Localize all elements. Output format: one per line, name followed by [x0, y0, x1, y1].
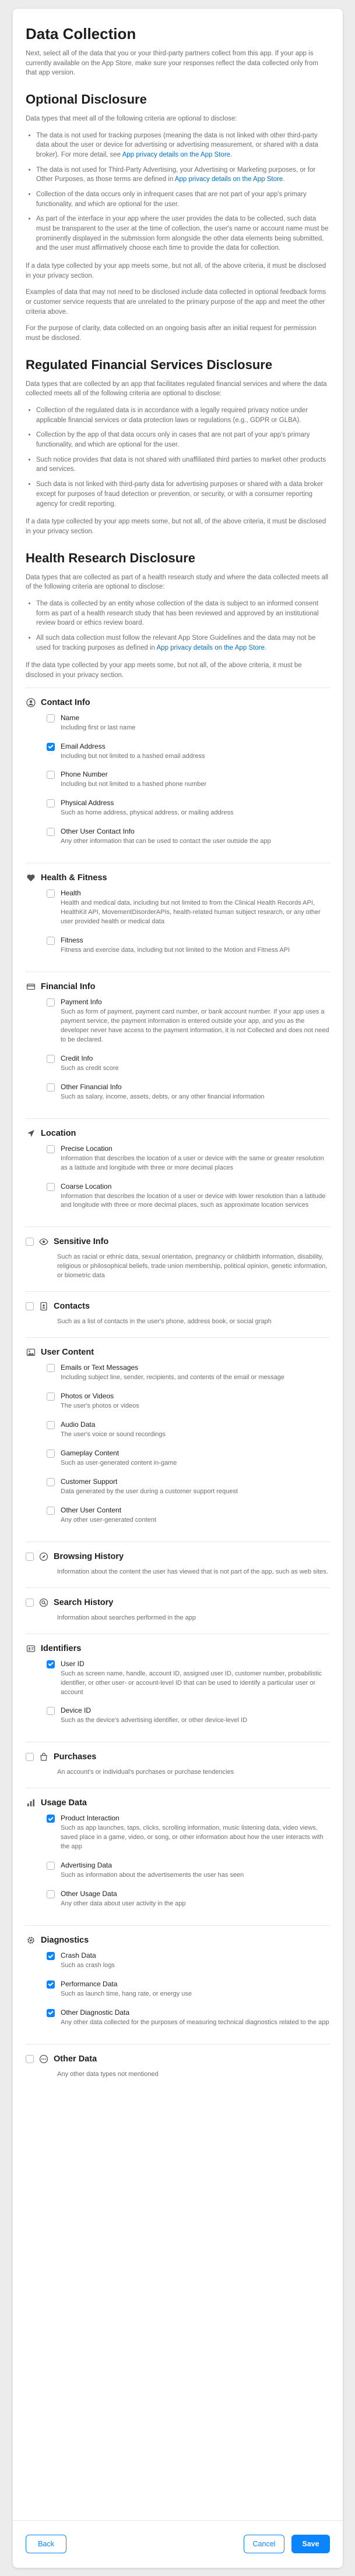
data-type-photos-videos[interactable]: Photos or Videos The user's photos or videos [47, 1392, 330, 1411]
app-privacy-link[interactable]: App privacy details on the App Store [156, 644, 265, 651]
data-type-physical-address[interactable]: Physical Address Such as home address, physical address, or mailing address [47, 799, 330, 818]
contacts-checkbox[interactable] [26, 1302, 34, 1310]
precise-location-checkbox[interactable] [47, 1145, 55, 1153]
regulated-bullets [26, 406, 330, 509]
category-health-fitness [26, 863, 330, 972]
gear-icon [26, 1935, 36, 1946]
category-title: Sensitive Info [54, 1237, 109, 1247]
health-research-lead: Data types that are collected as part of a health research study and where the data collected meets all of the following criteria are optional to disclose: [26, 573, 329, 591]
sensitive-info-checkbox[interactable] [26, 1238, 34, 1246]
data-type-fitness[interactable]: Fitness Fitness and exercise data, including but not limited to the Motion and Fitness API [47, 936, 330, 955]
health-checkbox[interactable] [47, 890, 55, 898]
category-title: Usage Data [41, 1798, 87, 1808]
customer-support-checkbox[interactable] [47, 1478, 55, 1486]
other-data-checkbox[interactable] [26, 2055, 34, 2063]
category-usage-data [26, 1788, 330, 1925]
email-address-checkbox[interactable] [47, 743, 55, 751]
shopping-bag-icon [38, 1752, 49, 1762]
credit-info-checkbox[interactable] [47, 1055, 55, 1063]
optional-bullet: • The data is not used for Third-Party Advertising, your Advertising or Marketing purposes, or for Other Purposes, as those terms are defined in App privacy details on the App Store. [36, 165, 330, 185]
category-browsing-history[interactable] [26, 1542, 330, 1588]
gameplay-content-checkbox[interactable] [47, 1450, 55, 1458]
data-type-other-user-content[interactable]: Other User Content Any other user-generated content [47, 1506, 330, 1525]
category-description: Such as racial or ethnic data, sexual orientation, pregnancy or childbirth information, disability, religious or philosophical beliefs, trade union membership, political opinion, genetic information, or biometric data [57, 1253, 328, 1280]
optional-clarity: For the purpose of clarity, data collected on an ongoing basis after an initial request for permission must be disclosed. [26, 325, 317, 342]
advertising-data-checkbox[interactable] [47, 1862, 55, 1870]
search-icon [38, 1597, 49, 1608]
regulated-heading: Regulated Financial Services Disclosure [26, 357, 273, 372]
category-identifiers [26, 1634, 330, 1742]
category-title: Search History [54, 1597, 114, 1607]
optional-bullet: • The data is not used for tracking purposes (meaning the data is not linked with other third-party data about the user or device for advertising or advertising measurement, or shared with a data broker). For more detail, see App privacy details on the App Store. [36, 131, 330, 160]
regulated-lead: Data types that are collected by an app that facilitates regulated financial services and where the data collected meets all of the following criteria are optional to disclose: [26, 380, 327, 398]
data-type-other-usage[interactable]: Other Usage Data Any other data about user activity in the app [47, 1890, 330, 1909]
data-type-precise-location[interactable]: Precise Location Information that describes the location of a user or device with the same or greater resolution as a latitude and longitude with three or more decimal places [47, 1145, 330, 1173]
data-type-other-diagnostic[interactable]: Other Diagnostic Data Any other data collected for the purposes of measuring technical diagnostics related to the app [47, 2008, 330, 2028]
category-location [26, 1118, 330, 1227]
data-type-audio[interactable]: Audio Data The user's voice or sound recordings [47, 1420, 330, 1440]
photo-icon [26, 1347, 36, 1358]
category-contacts[interactable] [26, 1291, 330, 1337]
photos-videos-checkbox[interactable] [47, 1392, 55, 1401]
fitness-checkbox[interactable] [47, 937, 55, 945]
data-type-performance-data[interactable]: Performance Data Such as launch time, hang rate, or energy use [47, 1980, 330, 1999]
data-type-crash-data[interactable]: Crash Data Such as crash logs [47, 1951, 330, 1971]
health-research-bullets [26, 599, 330, 653]
health-research-bullet: • All such data collection must follow the relevant App Store Guidelines and the data may not be used for tracking purposes as defined in App privacy details on the App Store. [36, 633, 330, 653]
data-type-payment-info[interactable]: Payment Info Such as form of payment, payment card number, or bank account number. If your app uses a payment service, the payment information is entered outside your app, and you as the developer never have access to the payment information, it is not Collected and does not need to be declared. [47, 998, 330, 1045]
category-description: Information about searches performed in the app [57, 1614, 196, 1621]
optional-bullets [26, 131, 330, 253]
category-other-data[interactable] [26, 2044, 330, 2090]
optional-lead: Data types that meet all of the following criteria are optional to disclose: [26, 115, 237, 123]
dialog-footer [13, 2520, 343, 2568]
app-privacy-link[interactable]: App privacy details on the App Store [174, 176, 283, 183]
optional-disclosure-heading: Optional Disclosure [26, 92, 147, 107]
product-interaction-checkbox[interactable] [47, 1815, 55, 1823]
optional-examples: Examples of data that may not need to be disclosed include data collected in optional feedback forms or customer service requests that are unrelated to the primary purpose of the app and meet the other criteria above. [26, 289, 326, 316]
audio-data-checkbox[interactable] [47, 1421, 55, 1429]
name-checkbox[interactable] [47, 714, 55, 722]
phone-number-checkbox[interactable] [47, 771, 55, 779]
user-id-checkbox[interactable] [47, 1660, 55, 1668]
regulated-note: If a data type collected by your app meets some, but not all, of the above criteria, it must be disclosed in your privacy section. [26, 518, 326, 535]
category-title: Financial Info [41, 982, 96, 991]
category-description: Information about the content the user has viewed that is not part of the app, such as web sites. [57, 1568, 328, 1575]
category-title: Other Data [54, 2054, 97, 2064]
location-arrow-icon [26, 1128, 36, 1139]
performance-data-checkbox[interactable] [47, 1980, 55, 1989]
category-title: Browsing History [54, 1551, 124, 1561]
category-title: User Content [41, 1348, 94, 1358]
category-title: Identifiers [41, 1643, 82, 1653]
category-purchases[interactable] [26, 1742, 330, 1788]
emails-texts-checkbox[interactable] [47, 1364, 55, 1372]
category-title: Purchases [54, 1752, 97, 1762]
other-user-content-checkbox[interactable] [47, 1507, 55, 1515]
address-book-icon [38, 1301, 49, 1312]
data-type-user-id[interactable]: User ID Such as screen name, handle, account ID, assigned user ID, customer number, probabilistic identifier, or other user- or account-level ID that can be used to identify a particular user or account [47, 1660, 330, 1698]
data-type-gameplay[interactable]: Gameplay Content Such as user-generated content in-game [47, 1449, 330, 1468]
cancel-button[interactable]: Cancel [244, 2535, 284, 2553]
regulated-bullet: • Collection by the app of that data occurs only in cases that are not part of your app's primary functionality, and which are optional for the user. [36, 430, 330, 449]
compass-icon [38, 1551, 49, 1562]
id-card-icon [26, 1643, 36, 1654]
data-type-device-id[interactable]: Device ID Such as the device's advertising identifier, or other device-level ID [47, 1706, 330, 1725]
regulated-bullet: • Such data is not linked with third-party data for advertising purposes or shared with a data broker except for purposes of fraud detection or prevention, or security, or with a consumer reporting agency for credit reporting. [36, 480, 330, 509]
category-description: Such as a list of contacts in the user's phone, address book, or social graph [57, 1318, 272, 1326]
heart-icon [26, 873, 36, 883]
other-usage-checkbox[interactable] [47, 1890, 55, 1898]
category-user-content [26, 1337, 330, 1542]
data-type-phone[interactable]: Phone Number Including but not limited to a hashed phone number [47, 770, 330, 789]
browsing-history-checkbox[interactable] [26, 1553, 34, 1561]
other-financial-checkbox[interactable] [47, 1083, 55, 1092]
bar-chart-icon [26, 1798, 36, 1808]
physical-address-checkbox[interactable] [47, 799, 55, 807]
regulated-bullet: • Such notice provides that data is not shared with unaffiliated third parties to market other products and services. [36, 455, 330, 474]
data-type-product-interaction[interactable]: Product Interaction Such as app launches, taps, clicks, scrolling information, music listening data, video views, saved place in a game, video, or song, or other information about how the user interacts with the app [47, 1814, 330, 1852]
category-description: An account's or individual's purchases or purchase tendencies [57, 1769, 234, 1776]
other-contact-checkbox[interactable] [47, 828, 55, 836]
crash-data-checkbox[interactable] [47, 1952, 55, 1960]
health-research-heading: Health Research Disclosure [26, 550, 196, 565]
category-title: Health & Fitness [41, 873, 107, 883]
intro-text: Next, select all of the data that you or your third-party partners collect from this app. If your app is currently available on the App Store, make sure your responses reflect the data collected only from that app version. [26, 50, 318, 77]
back-button[interactable]: Back [26, 2535, 66, 2553]
category-search-history[interactable] [26, 1588, 330, 1634]
ellipsis-icon [38, 2054, 49, 2064]
category-diagnostics [26, 1925, 330, 2044]
page-title: Data Collection [26, 25, 136, 42]
save-button[interactable]: Save [291, 2535, 330, 2553]
data-type-other-financial[interactable]: Other Financial Info Such as salary, income, assets, debts, or any other financial information [47, 1083, 330, 1102]
health-research-bullet: • The data is collected by an entity whose collection of the data is subject to an informed consent form as part of a health research study that has been reviewed and approved by an institutional review board or ethics review board. [36, 599, 330, 628]
category-title: Contacts [54, 1302, 90, 1312]
health-research-note: If the data type collected by your app meets some, but not all, of the above criteria, it must be disclosed in your privacy section. [26, 662, 302, 679]
search-history-checkbox[interactable] [26, 1599, 34, 1607]
optional-bullet: • As part of the interface in your app where the user provides the data to be collected, such data must be transparent to the user at the time of collection, the user's name or account name must be prominently displayed in the submission form alongside the other data elements being submitted, and the user must affirmatively choose each time to provide the data for collection. [36, 214, 330, 253]
category-sensitive-info[interactable] [26, 1227, 330, 1291]
optional-bullet: • Collection of the data occurs only in infrequent cases that are not part of your app's primary functionality, and which are optional for the user. [36, 190, 330, 209]
category-description: Any other data types not mentioned [57, 2070, 159, 2078]
category-title: Location [41, 1128, 76, 1138]
purchases-checkbox[interactable] [26, 1753, 34, 1761]
data-type-coarse-location[interactable]: Coarse Location Information that describes the location of a user or device with lower resolution than a latitude and longitude with three or more decimal places, such as approximate location services [47, 1182, 330, 1211]
category-title: Contact Info [41, 697, 90, 707]
payment-info-checkbox[interactable] [47, 998, 55, 1007]
other-diagnostic-checkbox[interactable] [47, 2009, 55, 2017]
optional-note: If a data type collected by your app meets some, but not all, of the above criteria, it must be disclosed in your privacy section. [26, 263, 326, 279]
data-type-credit-info[interactable]: Credit Info Such as credit score [47, 1054, 330, 1073]
dialog-content [13, 9, 343, 2090]
data-collection-dialog [13, 9, 343, 2568]
app-privacy-link[interactable]: App privacy details on the App Store [122, 151, 231, 159]
data-type-advertising-data[interactable]: Advertising Data Such as information about the advertisements the user has seen [47, 1861, 330, 1880]
regulated-bullet: • Collection of the regulated data is in accordance with a legally required privacy notice under applicable financial services or data protection laws or regulations (e.g., GDPR or GLBA). [36, 406, 330, 425]
data-type-health[interactable]: Health Health and medical data, including but not limited to from the Clinical Health Records API, HealthKit API, MovementDisorderAPIs, health-related human subject research, or any other user provided health or medical data [47, 889, 330, 927]
data-type-emails-texts[interactable]: Emails or Text Messages Including subject line, sender, recipients, and contents of the email or message [47, 1363, 330, 1383]
data-type-customer-support[interactable]: Customer Support Data generated by the user during a customer support request [47, 1477, 330, 1497]
eye-icon [38, 1236, 49, 1247]
device-id-checkbox[interactable] [47, 1707, 55, 1715]
credit-card-icon [26, 981, 36, 992]
data-type-other-contact[interactable]: Other User Contact Info Any other information that can be used to contact the user outside the app [47, 827, 330, 846]
person-icon [26, 697, 36, 708]
category-contact-info [26, 688, 330, 863]
category-title: Diagnostics [41, 1936, 89, 1945]
data-type-email[interactable]: Email Address Including but not limited to a hashed email address [47, 742, 330, 761]
data-type-name[interactable]: Name Including first or last name [47, 714, 330, 733]
category-financial-info [26, 972, 330, 1118]
coarse-location-checkbox[interactable] [47, 1183, 55, 1191]
